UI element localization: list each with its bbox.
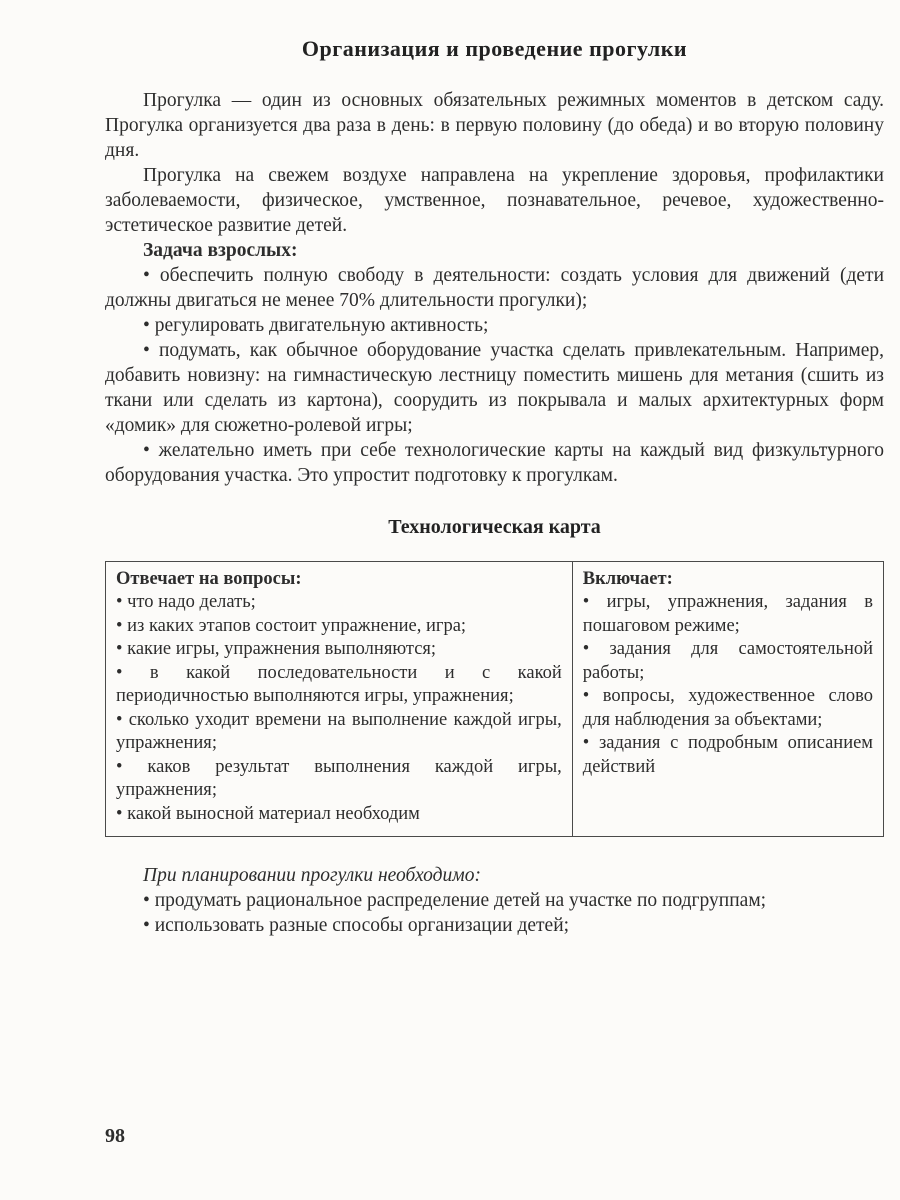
tech-card-heading: Технологическая карта [388, 516, 601, 538]
list-item: • какие игры, упражнения выполняются; [116, 638, 562, 662]
page-number: 98 [105, 1125, 125, 1147]
list-item: • что надо делать; [116, 591, 562, 615]
table-cell-questions [106, 562, 573, 837]
tech-card-table [105, 561, 884, 837]
table-header-questions: Отвечает на вопросы: [116, 569, 302, 589]
intro-paragraph: Прогулка на свежем воздухе направлена на укрепление здоровья, профилактики заболеваемости, физическое, умственное, познавательное, речевое, художественно-эстетическое развитие детей. [105, 165, 884, 236]
list-item: • вопросы, художественное слово для наблюдения за объектами; [583, 685, 873, 732]
table-row [106, 562, 884, 837]
list-item: • какой выносной материал необходим [116, 803, 562, 827]
table-cell-includes [572, 562, 883, 837]
table-header-includes: Включает: [582, 569, 673, 589]
planning-section [105, 863, 884, 938]
list-item: • в какой последовательности и с какой периодичностью выполняются игры, упражнения; [116, 662, 562, 709]
list-item: • сколько уходит времени на выполнение каждой игры, упражнения; [116, 709, 562, 756]
list-item: • задания для самостоятельной работы; [583, 638, 873, 685]
page-title: Организация и проведение прогулки [301, 36, 688, 61]
list-item: • игры, упражнения, задания в пошаговом режиме; [583, 591, 873, 638]
planning-intro: При планировании прогулки необходимо: [143, 865, 481, 886]
planning-bullet-item: • использовать разные способы организации детей; [105, 913, 884, 938]
task-bullet-item: • желательно иметь при себе технологические карты на каждый вид физкультурного оборудования участка. Это упростит подготовку к прогулкам. [105, 438, 884, 488]
list-item: • задания с подробным описанием действий [583, 732, 873, 779]
task-bullet-item: • обеспечить полную свободу в деятельности: создать условия для движений (дети должны двигаться не менее 70% длительности прогулки); [105, 263, 884, 313]
task-bullet-item: • подумать, как обычное оборудование участка сделать привлекательным. Например, добавить новизну: на гимнастическую лестницу поместить мишень для метания (сшить из ткани или сделать из картона), соорудить из покрывала и малых архитектурных форм «домик» для сюжетно-ролевой игры; [105, 338, 884, 438]
planning-bullet-item: • продумать рациональное распределение детей на участке по подгруппам; [105, 888, 884, 913]
list-item: • из каких этапов состоит упражнение, игра; [116, 615, 562, 639]
list-item: • каков результат выполнения каждой игры, упражнения; [116, 756, 562, 803]
task-bullet-item: • регулировать двигательную активность; [105, 313, 884, 338]
tasks-heading: Задача взрослых: [143, 240, 298, 261]
intro-paragraph: Прогулка — один из основных обязательных режимных моментов в детском саду. Прогулка организуется два раза в день: в первую половину (до обеда) и во вторую половину дня. [105, 90, 884, 161]
